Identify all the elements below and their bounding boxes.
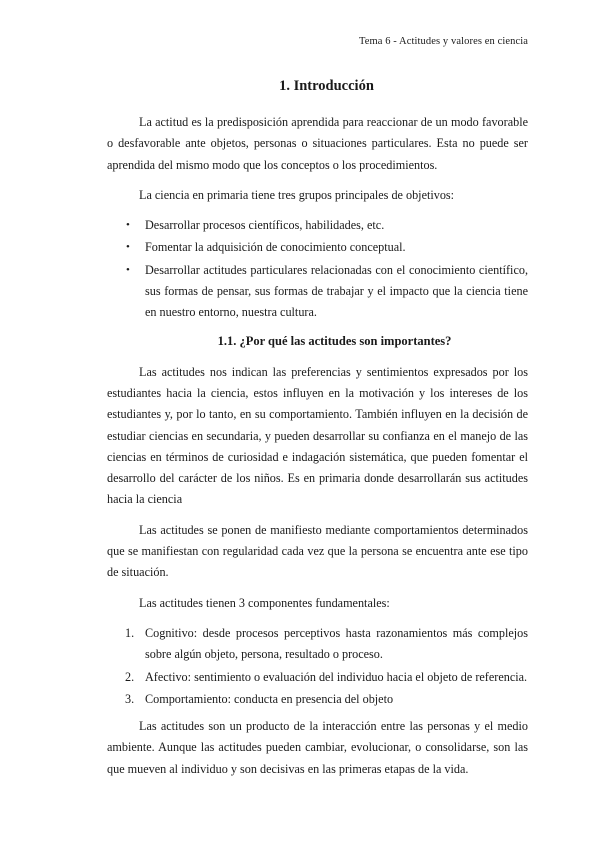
list-item-text: Desarrollar procesos científicos, habilidades, etc.	[145, 218, 385, 233]
list-item-text: Fomentar la adquisición de conocimiento conceptual.	[145, 240, 406, 255]
objectives-lead: La ciencia en primaria tiene tres grupos principales de objetivos:	[139, 187, 455, 202]
list-item-text: Desarrollar actitudes particulares relacionadas con el conocimiento científico, sus formas de pensar, sus formas de trabajar y el impacto que la ciencia tiene en nuestro entorno, nuestra cultura.	[145, 262, 528, 320]
list-number: 3.	[125, 691, 135, 706]
bullet-icon: •	[126, 241, 130, 254]
page-content	[107, 78, 528, 789]
intro-paragraph: La actitud es la predisposición aprendida para reaccionar de un modo favorable o desfavorable ante objetos, personas o situaciones particulares. Esta no puede ser aprendida del mismo modo que los conceptos o los procedimientos.	[107, 115, 528, 172]
list-number: 2.	[125, 669, 135, 684]
components-lead: Las actitudes tienen 3 componentes fundamentales:	[139, 595, 390, 610]
list-item	[126, 260, 528, 324]
objectives-list	[107, 215, 528, 323]
list-item	[126, 237, 528, 258]
list-number: 1.	[125, 625, 135, 640]
list-item-text: Cognitivo: desde procesos perceptivos hasta razonamientos más complejos sobre algún objeto, persona, resultado o proceso.	[145, 625, 528, 662]
list-item-text: Comportamiento: conducta en presencia del objeto	[145, 691, 394, 706]
list-item-text: Afectivo: sentimiento o evaluación del individuo hacia el objeto de referencia.	[145, 669, 528, 684]
list-item	[125, 689, 528, 710]
section-title: 1. Introducción	[279, 78, 374, 94]
bullet-icon: •	[126, 263, 130, 276]
components-list	[107, 623, 528, 710]
running-header: Tema 6 - Actitudes y valores en ciencia	[358, 36, 528, 47]
importance-paragraph: Las actitudes nos indican las preferencias y sentimientos expresados por los estudiantes hacia la ciencia, estos influyen en la motivación y los intereses de los estudiantes y, por lo tanto, en su comportamiento. También influyen en la decisión de estudiar ciencias en secundaria, y pueden desarrollar su confianza en el manejo de las ciencias en términos de curiosidad e indagación sistemática, que pueden fomentar el desarrollo del carácter de los niños. Es en primaria donde desarrollarán sus actitudes hacia la ciencia	[107, 364, 528, 507]
list-item	[125, 623, 528, 666]
subsection-title: 1.1. ¿Por qué las actitudes son importantes?	[217, 333, 452, 348]
list-item	[126, 215, 528, 236]
list-item	[125, 667, 528, 688]
bullet-icon: •	[126, 219, 130, 232]
manifestation-paragraph: Las actitudes se ponen de manifiesto mediante comportamientos determinados que se manifiestan con regularidad cada vez que la persona se encuentra ante ese tipo de situación.	[107, 522, 528, 580]
interaction-paragraph: Las actitudes son un producto de la interacción entre las personas y el medio ambiente. Aunque las actitudes pueden cambiar, evolucionar, o consolidarse, son las que mueven al individuo y son decisivas en las primeras etapas de la vida.	[107, 719, 528, 776]
